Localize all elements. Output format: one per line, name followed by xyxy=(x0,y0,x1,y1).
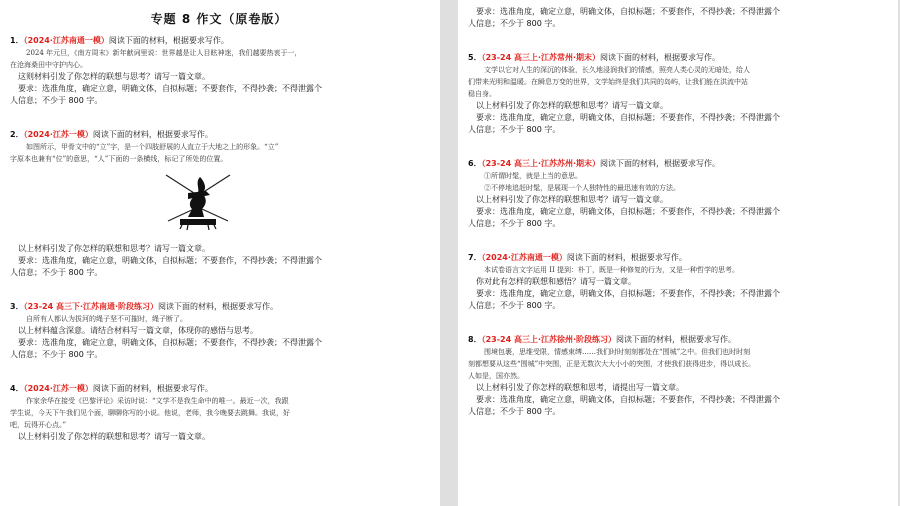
question-3 xyxy=(10,301,428,361)
material-text: 自所有人都认为拔河的绳子坚不可摧时，绳子断了。 xyxy=(26,315,187,323)
question-header xyxy=(10,301,428,313)
task-text: 你对此有怎样的联想和感悟？请写一篇文章。 xyxy=(476,277,636,286)
question-8 xyxy=(468,334,886,418)
question-2 xyxy=(10,129,428,279)
task-text: 以上材料引发了你怎样的联想和思考？请写一篇文章。 xyxy=(18,244,210,253)
material-text: 字原本也兼有“位”的意思，“人”下面的一条横线，标记了所处的位置。 xyxy=(10,155,228,163)
question-number: 4． xyxy=(10,384,24,393)
material-text: 2024 年元旦，《南方周末》新年献词里说：世界越是让人目眩神迷，我们越要热衷于一， xyxy=(26,49,302,57)
question-source: （23-24 高三上·江苏苏州·期末） xyxy=(481,159,601,168)
material-text: 如图所示，甲骨文中的“立”字，是一个四肢舒展的人直立于大地之上的形象。“立” xyxy=(26,143,279,151)
question-source: （2024·江苏一模） xyxy=(23,384,93,393)
task-text: 以上材料引发了你怎样的联想和思考？请写一篇文章。 xyxy=(476,195,668,204)
question-header xyxy=(468,252,886,264)
material-text: ②不停地追赶时髦，是展现一个人独特性的最迅速有效的方法。 xyxy=(484,184,680,192)
question-7 xyxy=(468,252,886,312)
question-prompt: 阅读下面的材料，根据要求写作。 xyxy=(92,384,213,393)
material-text: 学生说，今天下午我们见个面，聊聊你写的小说。他说，老师，我今晚要去跳舞。我说，好 xyxy=(10,409,290,417)
question-header xyxy=(468,52,886,64)
question-number: 7． xyxy=(468,253,482,262)
requirement-text: 人信息；不少于 800 字。 xyxy=(468,19,561,28)
material-text: 在沧海桑田中守护内心。 xyxy=(10,61,87,69)
requirement-text: 人信息；不少于 800 字。 xyxy=(468,219,561,228)
requirement-text: 要求：选准角度，确定立意，明确文体，自拟标题；不要套作，不得抄袭；不得泄露个 xyxy=(476,395,780,404)
task-text: 以上材料引发了你怎样的联想和思考，请提出写一篇文章。 xyxy=(476,383,684,392)
question-number: 1． xyxy=(10,36,24,45)
question-5 xyxy=(468,52,886,136)
page-title: 专题 8 作文（原卷版） xyxy=(150,12,288,26)
question-6 xyxy=(468,158,886,230)
requirement-text: 要求：选准角度，确定立意，明确文体，自拟标题；不要套作，不得抄袭；不得泄露个 xyxy=(476,207,780,216)
question-4 xyxy=(10,383,428,443)
material-text: 人如是，国亦然。 xyxy=(468,372,524,380)
material-text: 刻都想要从这些“围城”中突围，正是无数次大大小小的突围，才使我们获得进步，得以成长。 xyxy=(468,360,756,368)
question-source: （23-24 高三上·江苏徐州·阶段练习） xyxy=(481,335,617,344)
question-source: （2024·江苏一模） xyxy=(23,130,93,139)
requirement-text: 人信息；不少于 800 字。 xyxy=(10,268,103,277)
material-text: ①所谓时髦，就是上当的意思。 xyxy=(484,172,582,180)
requirement-text: 人信息；不少于 800 字。 xyxy=(10,96,103,105)
document-page-left xyxy=(0,0,440,506)
requirement-text: 人信息；不少于 800 字。 xyxy=(10,350,103,359)
question-prompt: 阅读下面的材料，根据要求写作。 xyxy=(566,253,687,262)
question-prompt: 阅读下面的材料，根据要求写作。 xyxy=(108,36,229,45)
question-number: 5． xyxy=(468,53,482,62)
question-prompt: 阅读下面的材料，根据要求写作。 xyxy=(616,335,737,344)
requirement-text: 人信息；不少于 800 字。 xyxy=(468,301,561,310)
question-header xyxy=(10,129,428,141)
question-prompt: 阅读下面的材料，根据要求写作。 xyxy=(158,302,279,311)
material-text: 稳自身。 xyxy=(468,90,496,98)
material-text: 文学以它对人生的深沉的体验，长久地浸润我们的情感，照亮人类心灵的无暗处，给人 xyxy=(484,66,750,74)
question-source: （2024·江苏南通一模） xyxy=(481,253,567,262)
question-source: （23-24 高三下·江苏南通·阶段练习） xyxy=(23,302,159,311)
requirement-text: 要求：选准角度，确定立意，明确文体，自拟标题；不要套作，不得抄袭；不得泄露个 xyxy=(476,289,780,298)
question-header xyxy=(468,334,886,346)
task-text: 以上材料蕴含深意。请结合材料写一篇文章，体现你的感悟与思考。 xyxy=(18,326,258,335)
question-header xyxy=(10,35,428,47)
question-1 xyxy=(10,35,428,107)
requirement-text: 人信息；不少于 800 字。 xyxy=(468,407,561,416)
requirement-text: 要求：选准角度，确定立意，明确文体，自拟标题；不要套作，不得抄袭；不得泄露个 xyxy=(18,338,322,347)
task-text: 以上材料引发了你怎样的联想和思考？请写一篇文章。 xyxy=(476,101,668,110)
question-header xyxy=(468,158,886,170)
question-number: 6． xyxy=(468,159,482,168)
material-text: 们带来光明和温暖。在瞬息万变的世界，文学始终是我们共同的岛屿，让我们能在洪流中站 xyxy=(468,78,748,86)
requirement-text: 要求：选准角度，确定立意，明确文体，自拟标题；不要套作，不得抄袭；不得泄露个 xyxy=(476,113,780,122)
material-text: 本试卷语言文字运用 II 提到：朴丁，既是一种修复的行为，又是一种哲学的思考。 xyxy=(484,266,739,274)
requirement-text: 要求：选准角度，确定立意，明确文体，自拟标题；不要套作，不得抄袭；不得泄露个 xyxy=(476,7,780,16)
task-text: 以上材料引发了你怎样的联想和思考？请写一篇文章。 xyxy=(18,432,210,441)
requirement-text: 人信息；不少于 800 字。 xyxy=(468,125,561,134)
question-source: （2024·江苏南通一模） xyxy=(23,36,109,45)
question-prompt: 阅读下面的材料，根据要求写作。 xyxy=(600,53,721,62)
question-number: 8． xyxy=(468,335,482,344)
question-source: （23-24 高三上·江苏常州·期末） xyxy=(481,53,601,62)
requirement-text: 要求：选准角度，确定立意，明确文体，自拟标题；不要套作，不得抄袭；不得泄露个 xyxy=(18,84,322,93)
question-number: 3． xyxy=(10,302,24,311)
question-number: 2． xyxy=(10,130,24,139)
question-prompt: 阅读下面的材料，根据要求写作。 xyxy=(600,159,721,168)
material-text: 作家余华在接受《巴黎评论》采访时说：“文学不是我生命中的唯一。最近一次，我跟 xyxy=(26,397,289,405)
oracle-bone-li-character-figure xyxy=(158,169,238,233)
material-text: 吧，玩得开心点。” xyxy=(10,421,67,429)
material-text: 围境包裹，思维受限，情感束缚……我们时时刻刻都处在“围城”之中。但我们也时时刻 xyxy=(484,348,751,356)
requirement-text: 要求：选准角度，确定立意，明确文体，自拟标题；不要套作，不得抄袭；不得泄露个 xyxy=(18,256,322,265)
task-text: 这则材料引发了你怎样的联想与思考？请写一篇文章。 xyxy=(18,72,210,81)
document-page-right xyxy=(458,0,898,506)
question-header xyxy=(10,383,428,395)
question-prompt: 阅读下面的材料，根据要求写作。 xyxy=(92,130,213,139)
